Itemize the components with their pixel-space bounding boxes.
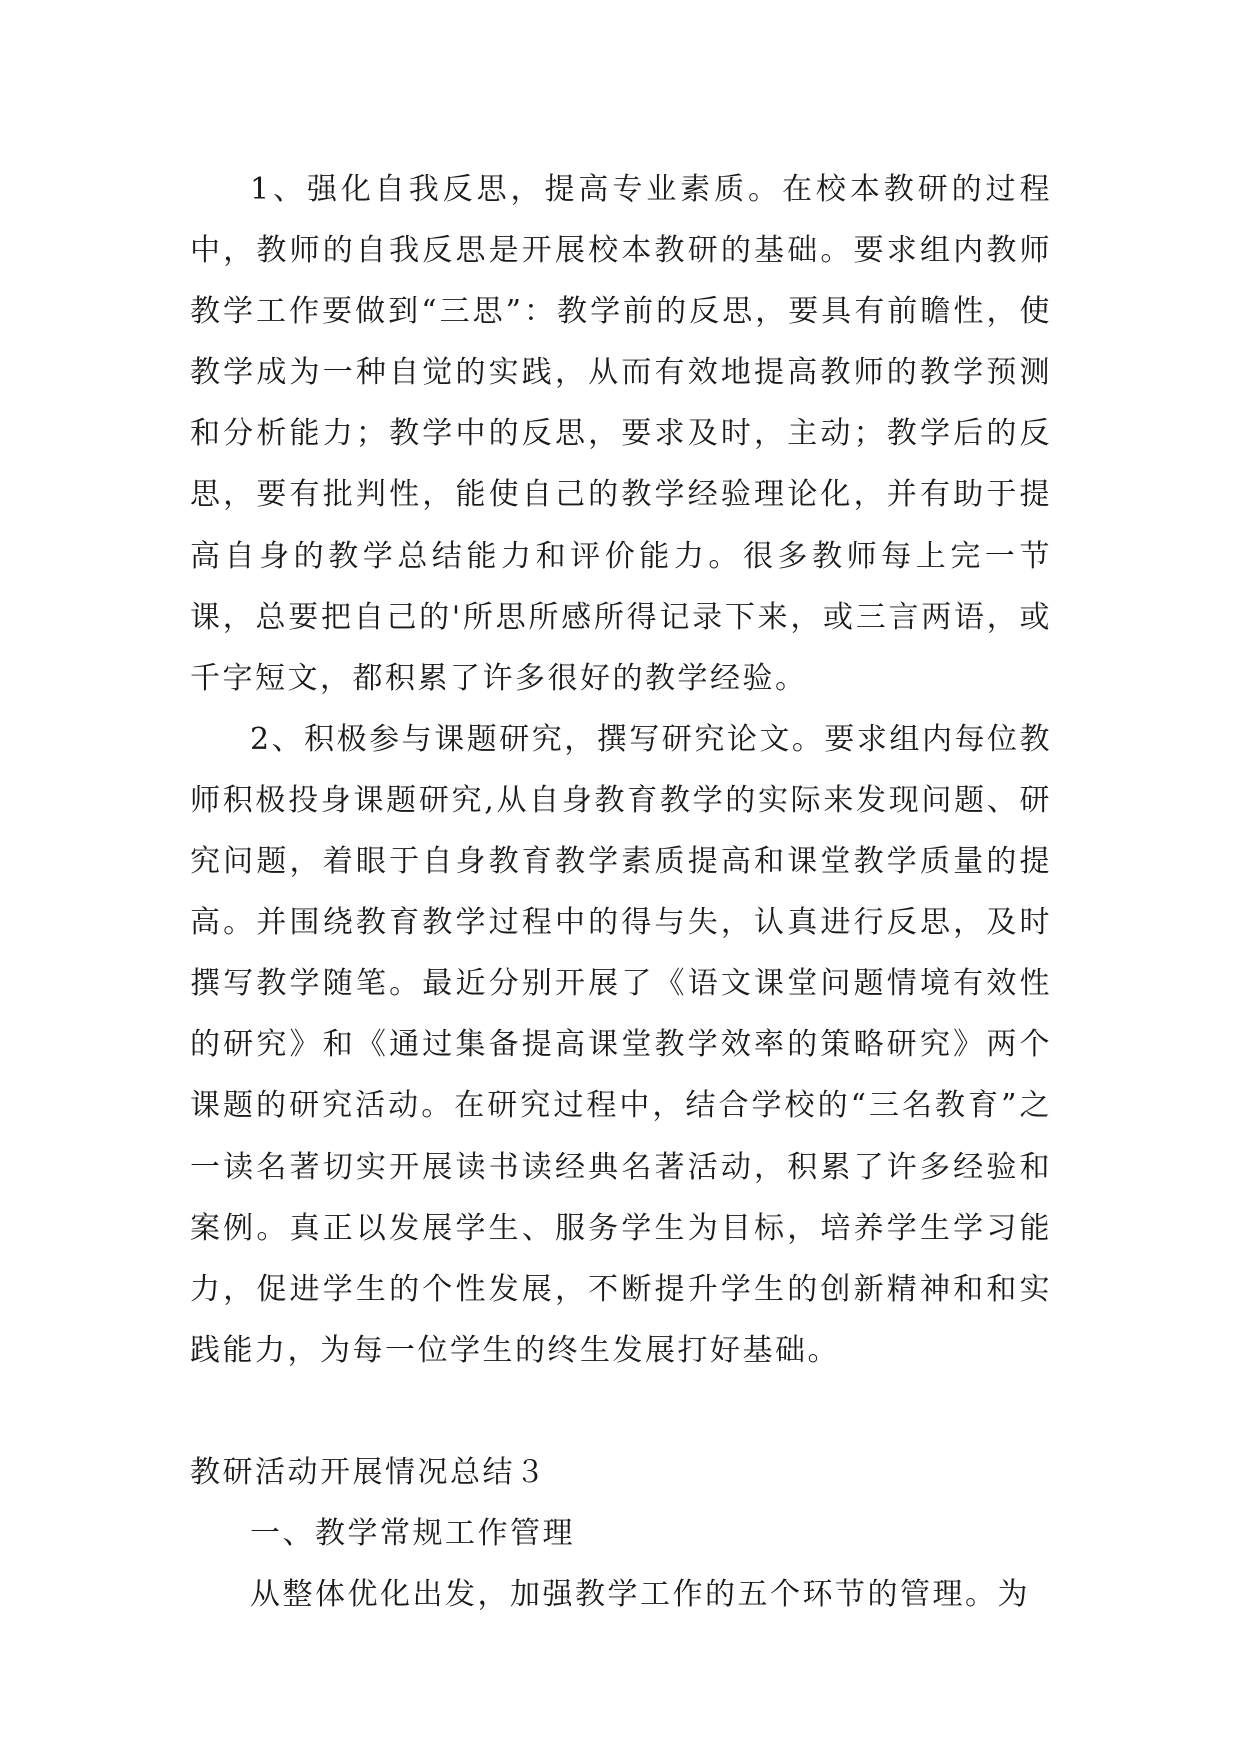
paragraph-self-reflection: 1、强化自我反思，提高专业素质。在校本教研的过程中，教师的自我反思是开展校本教研的基础。要求组内教师教学工作要做到“三思”：教学前的反思，要具有前瞻性，使教学成为一种自觉的实践，从而有效地提高教师的教学预测和分析能力；教学中的反思，要求及时，主动；教学后的反思，要有批判性，能使自己的教学经验理论化，并有助于提高自身的教学总结能力和评价能力。很多教师每上完一节课，总要把自己的'所思所感所得记录下来，或三言两语，或千字短文，都积累了许多很好的教学经验。 bbox=[190, 172, 1052, 696]
paragraph-overall-optimization: 从整体优化出发，加强教学工作的五个环节的管理。为 bbox=[250, 1577, 1030, 1613]
section-title: 教研活动开展情况总结３ bbox=[190, 1454, 548, 1490]
document-body bbox=[190, 159, 1052, 1625]
subsection-title: 一、教学常规工作管理 bbox=[250, 1515, 575, 1551]
paragraph-research: 2、积极参与课题研究，撰写研究论文。要求组内每位教师积极投身课题研究,从自身教育教学的实际来发现问题、研究问题，着眼于自身教育教学素质提高和课堂教学质量的提高。并围绕教育教学过程中的得与失，认真进行反思，及时撰写教学随笔。最近分别开展了《语文课堂问题情境有效性的研究》和《通过集备提高课堂教学效率的策略研究》两个课题的研究活动。在研究过程中，结合学校的“三名教育”之一读名著切实开展读书读经典名著活动，积累了许多经验和案例。真正以发展学生、服务学生为目标，培养学生学习能力，促进学生的个性发展，不断提升学生的创新精神和和实践能力，为每一位学生的终生发展打好基础。 bbox=[190, 721, 1052, 1368]
